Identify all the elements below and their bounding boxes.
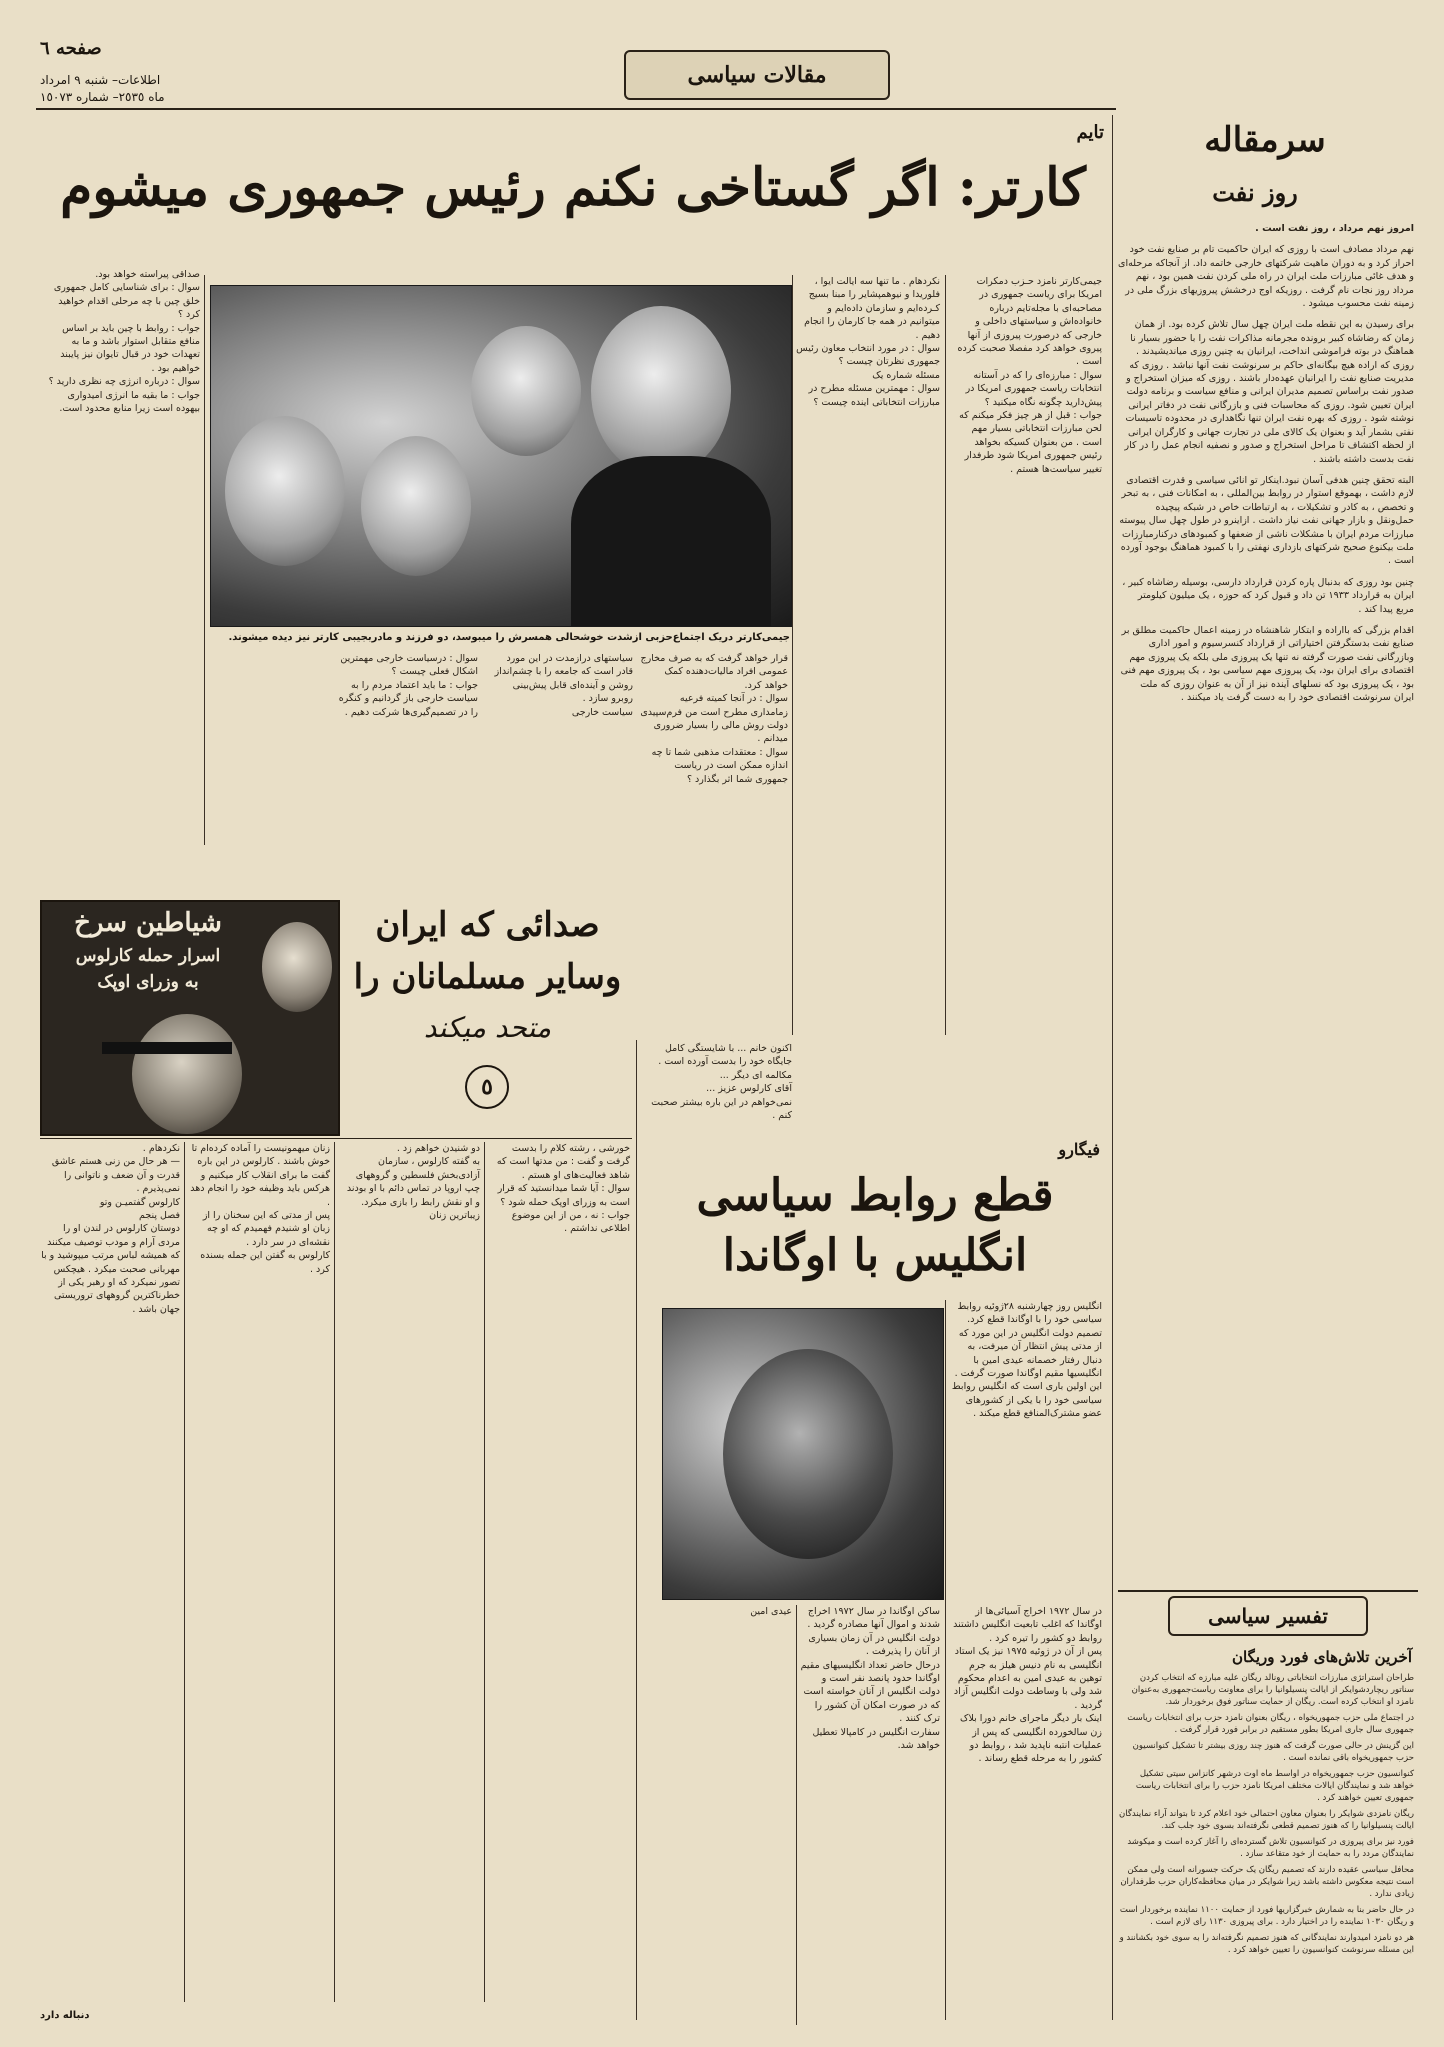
section-header-box [624, 50, 890, 100]
carlos-box-subtitle: اسرار حمله کارلوس [75, 946, 221, 966]
interp-header-box [1168, 1596, 1368, 1636]
carter-col-5: صداقی پیراسته خواهد بود. سوال : برای شناسایی کامل جمهوری خلق چین با چه مرحلی اقدام خواهید کرد ؟ جواب : روابط با چین باید بر اساس منافع متقابل استوار باشد و ما به تعهدات خود در قبال تایوان نیز پایبند خواهیم بود . سوال : درباره انرژی چه نظری دارید ؟ جواب : ما بقیه ما انرژی امیدواری بیهوده است زیرا منابع محدود است. [48, 269, 200, 415]
issue-date: اطلاعات– شنبه ٩ امرداد [40, 73, 161, 87]
column-divider [204, 275, 205, 845]
carlos-col-4: خورشی ، رشته کلام را بدست گرفت و گفت : من مدتها است که شاهد فعالیت‌های او هستم . سوال : آیا شما میدانستید که قرار است به وزرای اوپک حمله شود ؟ جواب : نه ، من از این موضوع اطلاعی نداشتم . [496, 1143, 630, 1235]
carter-source: تایم [1076, 122, 1104, 143]
interp-paragraph: ریگان نامزدی شوایکر را بعنوان معاون احتمالی خود اعلام کرد تا بتواند آراء نمایندگان ایالت پنسیلوانیا را که هنوز تصمیم قطعی نگرفته‌اند بسوی خود جلب کند. [1119, 1809, 1414, 1831]
carlos-col-1: نکردهام . — هر حال من زنی هستم عاشق قدرت و آن ضعف و ناتوانی را نمی‌پذیرم . کارلوس گفتمیـن وتو فصل پنجم دوستان کارلوس در لندن او را مردی آرام و مودب توصیف میکنند که همیشه لباس مرتب میپوشید و با مهربانی صحبت میکرد . هیچکس تصور نمیکرد که او رهبر یکی از خطرناکترین گروههای تروریستی جهان باشد . [41, 1143, 180, 1315]
carlos-box-title: شیاطین سرخ [74, 908, 222, 938]
editorial-paragraph: نهم مرداد مصادف است با روزی که ایران حاکمیت تام بر صنایع نفت خود احراز کرد و به دوران ماهیت شرکتهای خارجی خاتمه داد. از آنجاکه مرحله‌ای و هدف غائی مبارزات ملت ایران در راه ملی کردن نفت همین بود ، نهم مرداد روز نجات نام گرفت . روزیکه اوج درخشش پیروزیهای بزرگ ملی در زمینه نفت محسوب میشود . [1118, 244, 1414, 310]
photo-figure [132, 1014, 242, 1134]
editorial-body [1118, 222, 1414, 1587]
interp-paragraph: در اجتماع ملی حزب جمهوریخواه ، ریگان بعنوان نامزد حزب برای انتخابات ریاست جمهوری سال جاری امریکا بطور مستقیم در برابر فورد قرار گرفت . [1127, 1713, 1414, 1735]
editorial-paragraph: امروز نهم مرداد ، روز نفت است . [1255, 223, 1414, 234]
uganda-photo [662, 1308, 944, 1600]
carlos-col-2: زنان میهمونیست را آماده کرده‌ام تا خوش باشند . کارلوس در این باره گفت ما برای انقلاب کار میکنیم و هرکس باید وظیفه خود را انجام دهد . پس از مدتی که این سخنان را از زبان او شنیدم فهمیدم که او چه نقشه‌ای در سر دارد . کارلوس به گفتن این جمله بسنده کرد . [190, 1143, 330, 1275]
editorial-paragraph: البته تحقق چنین هدفی آسان نبود.اینکار تو انائی سیاسی و قدرت اقتصادی لازم داشت ، بهموقع استوار در روابط بین‌المللی ، به امکانات فنی ، به تبحر و تخصص ، به کادر و تشکیلات ، به ارتباطات خاص در شبکه پیچیده حمل‌ونقل و بازار جهانی نفت نیاز داشت . ازاینرو در طول چهل سال پیوسته مبارزات مردم ایران با مشکلات ناشی از ضعفها و کمبودهای درکنارمبارزات ملت بیکنوع صحیح شرکتهای بازداری نهفتی را با کمبود هماهنگ بوجود آورده است . [1119, 474, 1414, 567]
uganda-col-4: عیدی امین [750, 1606, 792, 1617]
continued-label: دنباله دارد [40, 2010, 90, 2021]
column-divider [792, 275, 793, 1035]
interp-paragraph: فورد نیز برای پیروزی در کنوانسیون تلاش گسترده‌ای را آغاز کرده است و میکوشد نمایندگان مردد را به حمایت از خود متقاعد سازد . [1127, 1837, 1414, 1859]
voice-box-title-3: متحد میکند [423, 1011, 552, 1044]
interp-body [1118, 1672, 1414, 2032]
column-divider [636, 1040, 637, 2020]
carter-col-1: جیمی‌کارتر نامزد حـزب دمکرات امریکا برای ریاست جمهوری در مصاحبه‌ای با مجله‌تایم درباره خانواده‌اش و سیاستهای داخلی و خارجی که درصورت پیروزی از آنها پیروی خواهد کرد مفصلا صحبت کرده است . سوال : مبارزه‌ای را که در آستانه انتخابات ریاست جمهوری امریکا در پیش‌دارید چگونه نگاه میکنید ؟ جواب : قبل از هر چیز فکر میکنم که لحن مبارزات انتخاباتی بسیار مهم است . من بعنوان کسیکه بخواهد رئیس جمهوری امریکا شود طرفدار تغییر سیاست‌ها هستم . [957, 276, 1102, 475]
photo-figure [591, 306, 731, 476]
carter-photo-caption: جیمی‌کارتر دریک اجتماع‌حزبی ازشدت خوشحالی همسرش را میبوسد، دو فرزند و مادربجیبی کارتر نیز دیده میشوند. [228, 632, 790, 643]
interp-section-title: تفسیر سیاسی [1208, 1604, 1328, 1628]
column-divider [334, 1142, 335, 2002]
masthead-rule [36, 108, 1116, 110]
uganda-col-1: انگلیس روز چهارشنبه ۲۸ژوئیه روابط سیاسی خود را با اوگاندا قطع کرد. تصمیم دولت انگلیس در این مورد که از مدتی پیش انتظار آن میرفت، به دنبال رفتار خصمانه عیدی امین با انگلیسیها مقیم اوگاندا صورت گرفت . این اولین باری است که انگلیس روابط سیاسی خود را با یکی از کشورهای عضو مشترک‌المنافع قطع میکند . [948, 1301, 1102, 1420]
carter-col-2: نکردهام . ما تنها سه ایالت ایوا ، فلوریدا و نیوهمپشایر را مبنا بسیج کـرده‌ایم و سازمان داده‌ایم و میتوانیم در همه جا کارمان را انجام دهیم . سوال : در مورد انتخاب معاون رئیس جمهوری نظرتان چیست ؟ مسئله شماره یک سوال : مهمترین مسئله مطرح در مبارزات انتخاباتی اینده چیست ؟ [796, 276, 940, 408]
photo-figure [361, 436, 471, 576]
photo-figure [571, 456, 771, 626]
issue-info [40, 72, 240, 106]
carter-photo [210, 285, 792, 627]
photo-figure [262, 922, 332, 1012]
column-divider [945, 275, 946, 1035]
uganda-col-3: ساکن اوگاندا در سال ۱۹۷۲ اخراج شدند و اموال آنها مصادره گردید . دولت انگلیس در آن زمان بسیاری از آنان را پذیرفت . درحال حاضر تعداد انگلیسیهای مقیم اوگاندا حدود پانصد نفر است و دولت انگلیس از آنان خواسته است که در صورت امکان آن کشور را ترک کنند . سفارت انگلیس در کامپالا تعطیل خواهد شد. [800, 1606, 940, 1752]
interp-paragraph: هر دو نامزد امیدوارند نمایندگانی که هنوز تصمیم نگرفته‌اند را به سوی خود بکشانند و این مسئله سرنوشت کنوانسیون را تعیین خواهد کرد . [1119, 1933, 1414, 1955]
column-divider [796, 1605, 797, 2025]
carter-headline: کارتر: اگر گستاخی نکنم رئیس جمهوری میشوم [60, 157, 1086, 218]
section-title: مقالات سیاسی [687, 62, 827, 88]
voice-box [345, 895, 630, 1135]
uganda-col-2: در سال ۱۹۷۲ اخراج آسیائی‌ها از اوگاندا که اغلب تابعیت انگلیس داشتند روابط دو کشور را تیره کرد . پس از آن در ژوئیه ۱۹۷۵ نیز یک استاد انگلیسی به نام دنیس هیلز به جرم توهین به عیدی امین به اعدام محکوم شد ولی با وساطت دولت انگلیس آزاد گردید . اینک بار دیگر ماجرای خانم دورا بلاک زن سالخورده انگلیسی که پس از عملیات انتبه ناپدید شد ، روابط دو کشور را به مرحله قطع رساند . [953, 1606, 1102, 1765]
carlos-col-3: دو شنیدن خواهم زد . به گفته کارلوس ، سازمان آزادی‌بخش فلسطین و گروههای چپ اروپا در تماس دائم با او بودند و او نقش رابط را بازی میکرد. زیباترین زنان [346, 1143, 480, 1222]
carlos-col-5: اکنون خانم ... با شایستگی کامل جایگاه خود را بدست آورده است . مکالمه ای دیگر ... آقای کارلوس عزیز ... نمی‌خواهم در این باره بیشتر صحبت کنم . [651, 1043, 792, 1122]
editorial-paragraph: چنین بود روزی که بدنبال پاره کردن قرارداد دارسی، بوسیله رضاشاه کبیر ، ایران به قرارداد ١٩٣٣ تن داد و قبول کرد که حوزه ، یک میلیون کیلومتر مربع پیدا کند . [1122, 576, 1414, 615]
editorial-paragraph: برای رسیدن به این نقطه ملت ایران چهل سال تلاش کرده بود. از همان زمان که رضاشاه کبیر برونده مجرمانه مذاکرات نفت را با حضور بسیار نا هماهنگ در بوته فراموشی انداخت، ایرانیان به چنین روزی میاندیشیدند . روزی که اراده هیچ بیگانه‌ای حاکم بر سرنوشت نفت آنها نباشد . روزی که مدیریت صنایع نفت را ایرانیان عهده‌دار باشند . روزی که میزان استخراج و صدور نفت براساس تصمیم مدیران ایرانی و منافع سیاست و برنامه دولت ایران تعیین شود. روزی که محاسبات فنی و بازرگانی نفت در دفاتر ایرانی نوشته شود . روزی که بهره نفت ایران تنها نگاهداری در محدوده تاسیسات نفتی بشمار آید و بعنوان یک کالای ملی در تجارت جهانی و کارگران ایرانی از لحظه اکتشاف تا مراحل استخراج و صدور و نصفیه انجام عمل را در کار نفت بدست داشته باشند . [1124, 319, 1414, 465]
carter-col-4: سیاستهای درازمدت در این مورد قادر است که جامعه را با چشم‌انداز روشن و آینده‌ای قابل پیش‌بینی روبرو سازد . سیاست خارجی سوال : درسیاست خارجی مهمترین اشکال فعلی چیست ؟ جواب : ما باید اعتماد مردم را به سیاست خارجی باز گردانیم و کنگره را در تصمیم‌گیری‌ها شرکت دهیم . [338, 653, 633, 718]
photo-figure [723, 1349, 893, 1559]
editorial-subtitle: روز نفت [1212, 178, 1298, 207]
editorial-paragraph: اقدام بزرگی که بااراده و ابتکار شاهنشاه در زمینه اعمال حاکمیت مطلق بر صنایع نفت بدستگرفتن اختیاراتی از قرارداد کنسرسیوم و امور اداری وبازرگانی نفت صورت گرفته نه تنها یک پیروزی ملی بلکه یک پیروزی مهم اقتصادی برای ایران بود، یک پیروزی مهم سیاسی بود ، یک پیروزی مهم فنی بود ، یک پیروزی بود که نسلهای آینده نیز از آن به عنوان روزی که ملت ایران سرنوشت اقتصادی خود را به دست گرفت یاد میکنند . [1120, 624, 1414, 703]
interp-paragraph: محافل سیاسی عقیده دارند که تصمیم ریگان یک حرکت جسورانه است ولی ممکن است نتیجه معکوس داشته باشد زیرا شوایکر در میان محافظه‌کاران حزب طرفداران زیادی ندارد . [1120, 1865, 1414, 1899]
column-divider [184, 1142, 185, 2002]
uganda-headline: قطع روابط سیاسی [696, 1170, 1054, 1221]
editorial-divider [1112, 115, 1113, 2020]
issue-number: ماه ٢٥٣٥– شماره ١٥٠٧٣ [40, 90, 165, 104]
carter-col-3: قرار خواهد گرفت که به صرف مخارج عمومی افراد مالیات‌دهنده کمک خواهد کرد. سوال : در آنجا کمیته فرعیه زمامداری مطرح است من فرم‌سپیدی دولت روش مالی را بسیار ضروری میدانم . سوال : معتقدات مذهبی شما تا چه اندازه ممکن است در ریاست جمهوری شما اثر بگذارد ؟ [640, 653, 788, 785]
carlos-rule [40, 1138, 632, 1139]
gun-icon [102, 1042, 232, 1054]
editorial-title: سرمقاله [1204, 120, 1326, 160]
column-divider [484, 1142, 485, 2002]
interp-headline: آخرین تلاش‌های فورد وریگان [1231, 1648, 1412, 1666]
carlos-box [40, 900, 340, 1136]
column-divider [945, 1300, 946, 2020]
chapter-number-badge: ٥ [465, 1065, 509, 1109]
interp-rule [1118, 1590, 1418, 1592]
interp-paragraph: این گزینش در حالی صورت گرفت که هنوز چند روزی بیشتر تا تشکیل کنوانسیون حزب جمهوریخواه باقی نمانده است . [1132, 1741, 1414, 1763]
interp-paragraph: طراحان استراتژی مبارزات انتخاباتی رونالد ریگان علیه مبارزه که انتخاب کردن سناتور ریچاردشوایکر از ایالت پنسیلوانیا را برای معاونت ریاست‌جمهوری به‌عنوان نامزد او انتخاب کرده است. ریگان از حمایت سناتور فوق برخوردار شد. [1131, 1673, 1414, 1707]
interp-paragraph: در حال حاضر بنا به شمارش خبرگزاریها فورد از حمایت ١١٠٠ نماینده برخوردار است و ریگان ١٠٣٠ نماینده را در اختیار دارد . برای پیروزی ١١٣٠ رای لازم است . [1119, 1905, 1414, 1927]
voice-box-title-2: وسایر مسلمانان را [353, 957, 622, 997]
carlos-box-subtitle-2: به وزرای اوپک [97, 972, 199, 992]
interp-paragraph: کنوانسیون حزب جمهوریخواه در اواسط ماه اوت درشهر کانزاس سیتی تشکیل خواهد شد و نمایندگان ایالات مختلف امریکا نامزد حزب را برای انتخابات ریاست جمهوری تعیین خواهند کرد . [1135, 1769, 1414, 1803]
photo-figure [225, 416, 345, 566]
photo-figure [471, 326, 581, 456]
voice-box-title: صدائی که ایران [375, 905, 600, 945]
page-number: صفحه ٦ [40, 38, 102, 59]
uganda-headline-2: انگلیس با اوگاندا [722, 1230, 1028, 1281]
uganda-source: فیگارو [1058, 1140, 1100, 1159]
